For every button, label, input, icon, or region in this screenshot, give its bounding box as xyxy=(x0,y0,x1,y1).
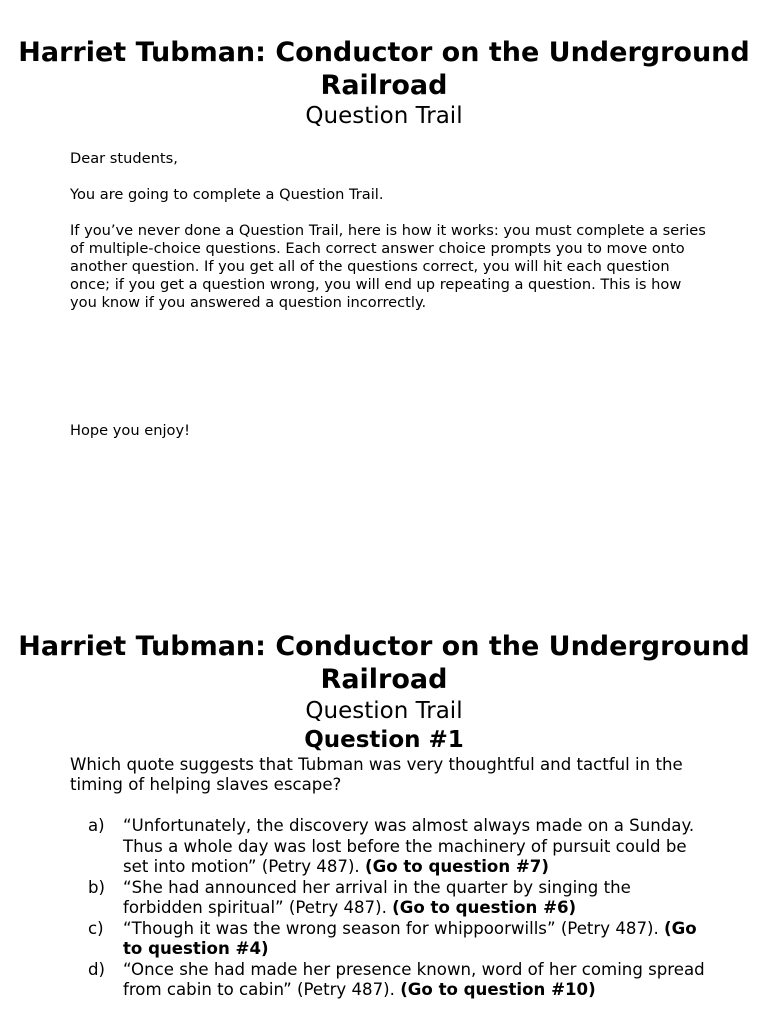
answer-option-d[interactable] xyxy=(70,960,710,1001)
answer-option-c[interactable] xyxy=(70,919,710,960)
page1-title: Harriet Tubman: Conductor on the Underground Railroad xyxy=(18,37,750,101)
option-goto: (Go to question #10) xyxy=(400,980,596,999)
option-text: “She had announced her arrival in the quarter by singing the forbidden spiritual” (Petry 487). xyxy=(123,877,631,917)
page2-title: Harriet Tubman: Conductor on the Underground Railroad xyxy=(18,631,750,695)
option-text: “Though it was the wrong season for whippoorwills” (Petry 487). xyxy=(123,918,665,938)
answer-options xyxy=(70,816,710,1001)
answer-option-a[interactable] xyxy=(70,816,710,878)
question-heading: Question #1 xyxy=(304,727,464,753)
option-body xyxy=(123,960,710,1001)
answer-option-b[interactable] xyxy=(70,878,710,919)
option-body xyxy=(123,816,710,878)
question-prompt: Which quote suggests that Tubman was very thoughtful and tactful in the timing of helping slaves escape? xyxy=(70,755,683,794)
option-text: “Once she had made her presence known, word of her coming spread from cabin to cabin” (Petry 487). xyxy=(123,959,705,999)
intro-text: You are going to complete a Question Trail. xyxy=(70,186,384,203)
option-body xyxy=(123,919,710,960)
option-letter: d) xyxy=(88,959,106,979)
page1-subtitle: Question Trail xyxy=(305,103,463,129)
option-text: “Unfortunately, the discovery was almost always made on a Sunday. Thus a whole day was lost before the machinery of pursuit could be set into motion” (Petry 487). xyxy=(123,816,695,876)
option-body xyxy=(123,878,710,919)
greeting: Dear students, xyxy=(70,150,178,167)
option-goto: (Go to question #7) xyxy=(364,857,549,876)
instructions-text: If you’ve never done a Question Trail, here is how it works: you must complete a series of multiple-choice questions. Each correct answer choice prompts you to move onto another question. If you get all of the questions correct, you will hit each question once; if you get a question wrong, you will end up repeating a question. This is how you know if you answered a question incorrectly. xyxy=(70,222,706,311)
page2-subtitle: Question Trail xyxy=(305,698,463,724)
option-letter: a) xyxy=(88,816,105,835)
option-goto: (Go to question #4) xyxy=(123,918,697,958)
option-letter: b) xyxy=(88,877,106,897)
closing-text: Hope you enjoy! xyxy=(70,422,190,439)
option-goto: (Go to question #6) xyxy=(392,898,577,917)
option-letter: c) xyxy=(88,918,104,938)
